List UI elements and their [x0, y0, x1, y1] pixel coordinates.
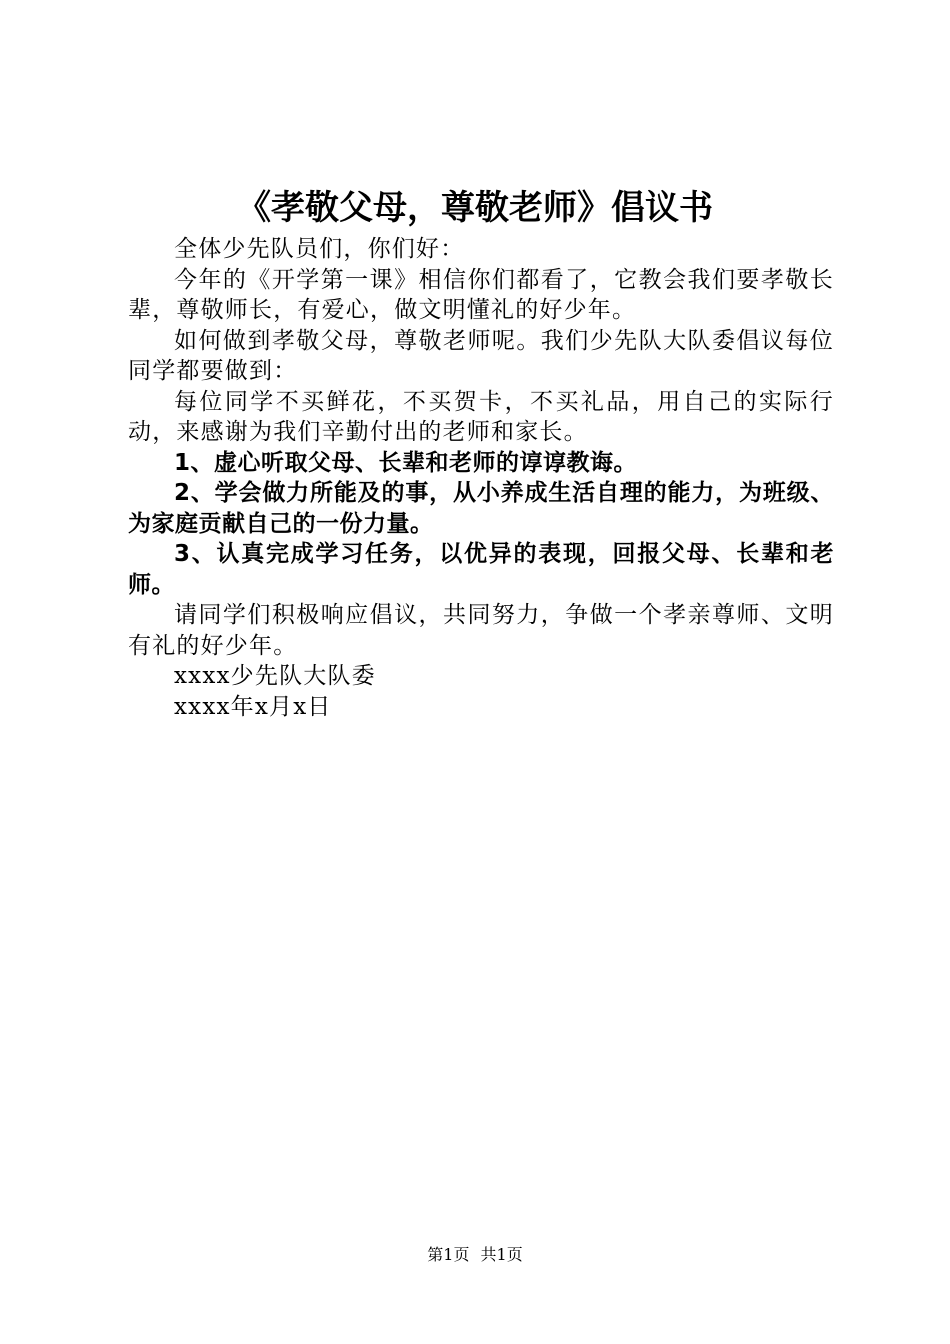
closing-paragraph: 请同学们积极响应倡议，共同努力，争做一个孝亲尊师、文明有礼的好少年。 — [128, 602, 834, 659]
item-1-paragraph: 1、虚心听取父母、长辈和老师的谆谆教诲。 — [174, 449, 638, 476]
signature-date: xxxx年x月x日 — [174, 693, 332, 720]
greeting-paragraph: 全体少先队员们，你们好： — [174, 236, 465, 262]
page-total: 共1页 — [480, 1245, 523, 1264]
document-body — [128, 234, 834, 722]
intro-paragraph: 今年的《开学第一课》相信你们都看了，它教会我们要孝敬长辈，尊敬师长，有爱心，做文明懂礼的好少年。 — [128, 266, 834, 323]
page-number: 第1页 — [427, 1245, 470, 1264]
item-3-paragraph: 3、认真完成学习任务，以优异的表现，回报父母、长辈和老师。 — [128, 541, 834, 598]
gift-paragraph: 每位同学不买鲜花，不买贺卡，不买礼品，用自己的实际行动，来感谢为我们辛勤付出的老师和家长。 — [128, 388, 834, 445]
document-title: 《孝敬父母，尊敬老师》倡议书 — [237, 188, 713, 228]
question-paragraph: 如何做到孝敬父母，尊敬老师呢。我们少先队大队委倡议每位同学都要做到： — [128, 327, 834, 384]
signature-org: xxxx少先队大队委 — [174, 663, 376, 689]
item-2-paragraph: 2、学会做力所能及的事，从小养成生活自理的能力，为班级、为家庭贡献自己的一份力量。 — [128, 480, 834, 537]
page-footer — [0, 1244, 950, 1266]
